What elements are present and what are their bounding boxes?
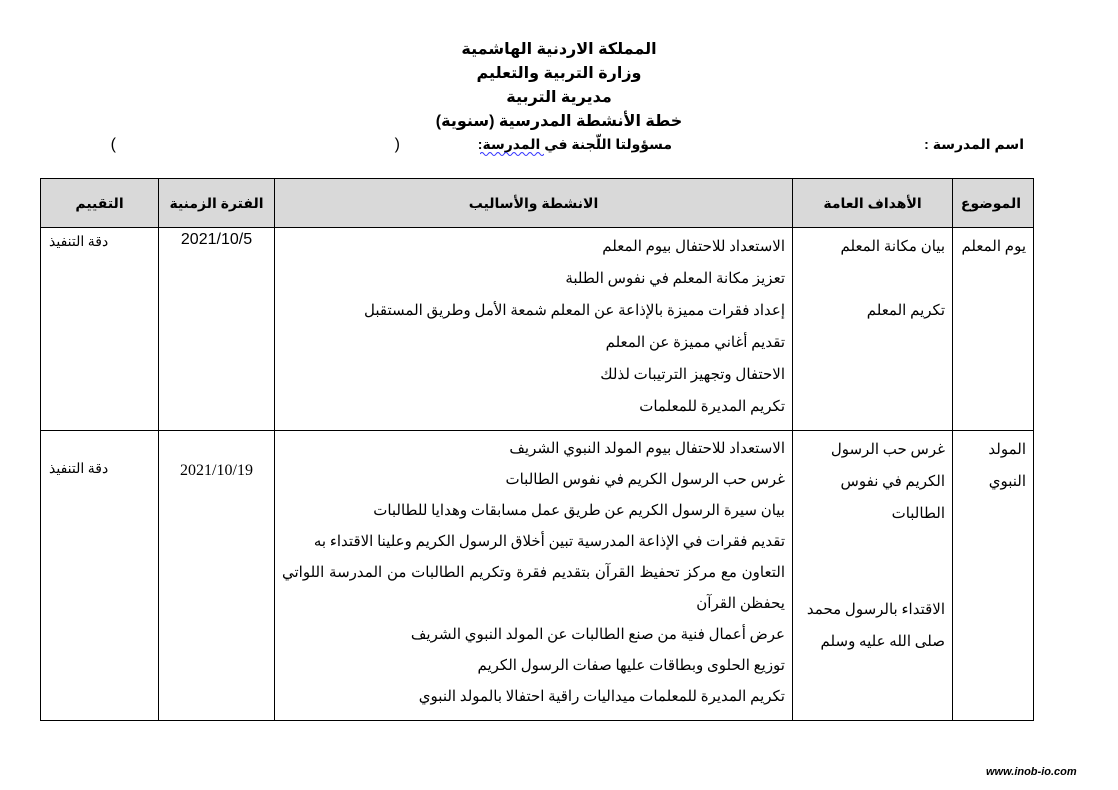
goal-line: غرس حب الرسول (830, 442, 945, 458)
period-date: 2021/10/5 (180, 231, 253, 248)
table-row (41, 431, 1034, 721)
header-activities: الانشطة والأساليب (275, 179, 793, 228)
evaluation-text: دقة التنفيذ (49, 235, 109, 250)
plan-title: خطة الأنشطة المدرسية (سنوية) (435, 113, 683, 130)
ministry-title: وزارة التربية والتعليم (476, 65, 642, 82)
open-paren: ( (394, 136, 400, 153)
activity-line: غرس حب الرسول الكريم في نفوس الطالبات (505, 472, 785, 488)
period-date: 2021/10/19 (180, 462, 253, 479)
activities-cell (275, 431, 793, 721)
goal-line: الطالبات (891, 506, 945, 522)
evaluation-cell (41, 431, 159, 721)
activity-line: توزيع الحلوى وبطاقات عليها صفات الرسول الكريم (477, 658, 785, 674)
goals-cell (793, 431, 953, 721)
activity-line: بيان سيرة الرسول الكريم عن طريق عمل مسابقات وهدايا للطالبات (373, 503, 785, 519)
goal-line: بيان مكانة المعلم (840, 239, 945, 255)
period-cell (159, 431, 275, 721)
table-header-row (41, 179, 1034, 228)
activity-line: عرض أعمال فنية من صنع الطالبات عن المولد النبوي الشريف (410, 627, 785, 643)
activity-line: الاستعداد للاحتفال بيوم المولد النبوي الشريف (509, 441, 785, 457)
committee-officials-label: مسؤولتا اللّجنة في المدرسة: (477, 136, 672, 152)
topic-text: النبوي (988, 474, 1026, 490)
header-topic: الموضوع (953, 179, 1034, 228)
header-goals: الأهداف العامة (793, 179, 953, 228)
header-period: الفترة الزمنية (159, 179, 275, 228)
header-evaluation: التقييم (41, 179, 159, 228)
activity-line: الاحتفال وتجهيز الترتيبات لذلك (600, 367, 785, 383)
goal-line: الكريم في نفوس (840, 474, 945, 490)
close-paren: ) (110, 136, 116, 153)
topic-cell (953, 228, 1034, 431)
activity-line: إعداد فقرات مميزة بالإذاعة عن المعلم شمعة الأمل وطريق المستقبل (364, 303, 785, 319)
site-watermark: www.inob-io.com (986, 766, 1077, 778)
activities-cell (275, 228, 793, 431)
evaluation-cell (41, 228, 159, 431)
goals-cell (793, 228, 953, 431)
spellcheck-underline (480, 151, 544, 156)
activities-plan-table (40, 178, 1034, 721)
activity-line: يحفظن القرآن (696, 596, 785, 612)
school-name-label: اسم المدرسة : (924, 136, 1024, 152)
activity-line: تكريم المديرة للمعلمات (639, 399, 785, 415)
topic-cell (953, 431, 1034, 721)
evaluation-text: دقة التنفيذ (49, 462, 109, 477)
topic-text: يوم المعلم (961, 239, 1026, 255)
goal-line: الاقتداء بالرسول محمد (806, 602, 945, 618)
topic-text: المولد (988, 442, 1026, 458)
goal-line: تكريم المعلم (866, 303, 945, 319)
kingdom-title: المملكة الاردنية الهاشمية (461, 41, 657, 58)
table-row (41, 228, 1034, 431)
activity-line: تقديم فقرات في الإذاعة المدرسية تبين أخلاق الرسول الكريم وعلينا الاقتداء به (313, 534, 785, 550)
activity-line: تقديم أغاني مميزة عن المعلم (605, 335, 785, 351)
directorate-title: مديرية التربية (506, 89, 612, 106)
activity-line: التعاون مع مركز تحفيظ القرآن بتقديم فقرة وتكريم الطالبات من المدرسة اللواتي (282, 565, 785, 581)
period-cell (159, 228, 275, 431)
activity-line: الاستعداد للاحتفال بيوم المعلم (602, 239, 785, 255)
goal-line: صلى الله عليه وسلم (820, 634, 945, 650)
activity-line: تكريم المديرة للمعلمات ميداليات راقية احتفالا بالمولد النبوي (418, 689, 785, 705)
meta-line (0, 136, 1118, 160)
activity-line: تعزيز مكانة المعلم في نفوس الطلبة (565, 271, 785, 287)
document-header (0, 38, 1118, 134)
